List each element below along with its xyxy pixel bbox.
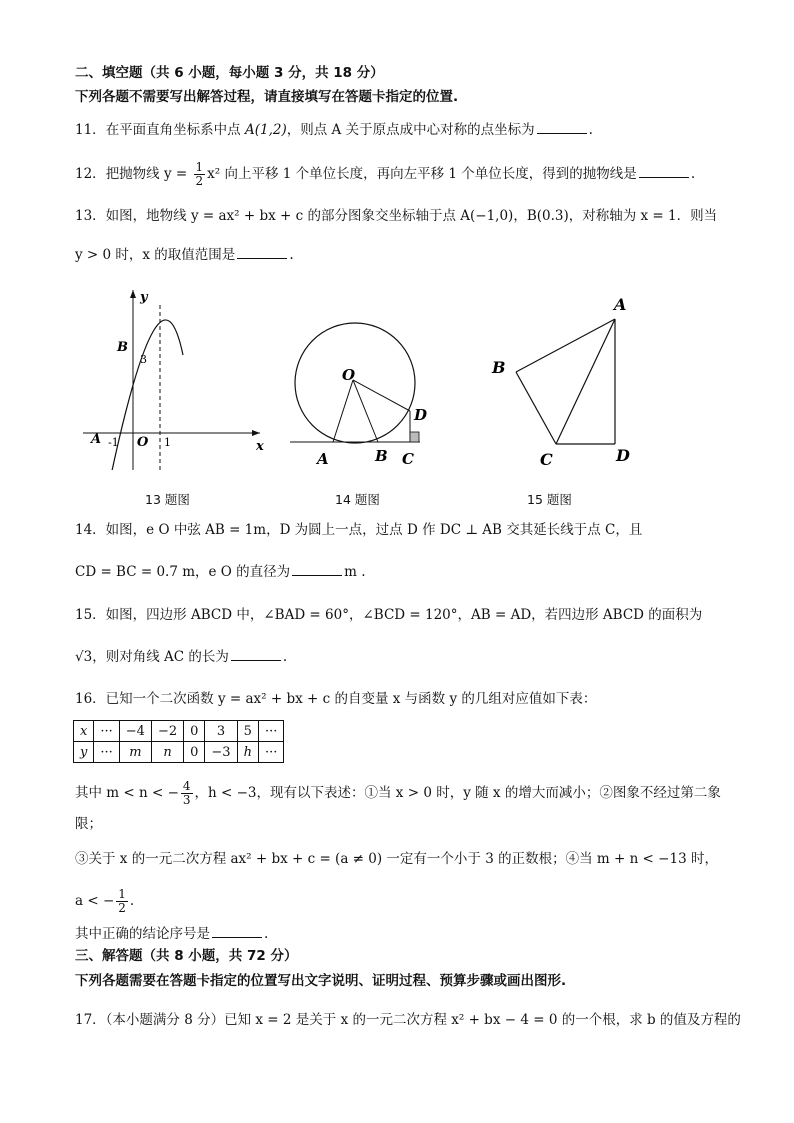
table-cell: 3 [205,721,237,742]
q16-line4: ③关于 x 的一元二次方程 ax² + bx + c = (a ≠ 0) 一定有一个小于 3 的正数根；④当 m + n < −13 时， [75,851,718,867]
fig13-label-1: 1 [164,436,171,449]
question-12 [75,161,695,188]
section2-title: 二、填空题（共 6 小题，每小题 3 分，共 18 分） [75,65,384,81]
table-cell: −4 [119,721,151,742]
table-cell: −2 [151,721,183,742]
q16-frac2-den: 2 [118,901,126,915]
q16-answer-blank[interactable] [212,925,262,938]
q16-line2-rest: ，h < −3，现有以下表述：①当 x > 0 时，y 随 x 的增大而减小；②图象不经过第二象 [194,785,721,801]
table-cell: 5 [237,721,258,742]
q16-line6-text: 其中正确的结论序号是 [75,926,210,942]
fig14-caption: 14 题图 [335,492,380,507]
q16-frac-num: 4 [182,779,191,793]
fig13-caption: 13 题图 [145,492,190,507]
q11-point: A(1,2) [244,122,287,138]
fig14-segment-OA [333,380,353,442]
q14-line2 [75,563,366,581]
figure-15 [480,290,650,470]
q16-fraction-2 [116,888,128,915]
q15-line2 [75,648,287,666]
fig14-segment-OB [353,380,378,442]
table-cell: x [74,721,94,742]
q12-answer-blank[interactable] [639,165,689,178]
section3-instruction: 下列各题需要在答题卡指定的位置写出文字说明、证明过程、预算步骤或画出图形. [75,973,567,989]
table-cell: ··· [94,742,119,763]
q12-fraction [194,161,206,188]
q14-answer-blank[interactable] [292,563,342,576]
q15-line1: 15．如图，四边形 ABCD 中，∠BAD = 60°，∠BCD = 120°，AB = AD，若四边形 ABCD 的面积为 [75,607,703,623]
q13-line1: 13．如图，地物线 y = ax² + bx + c 的部分图象交坐标轴于点 A(−1,0)，B(0.3)，对称轴为 x = 1．则当 [75,208,718,224]
q13-line2-text: y > 0 时，x 的取值范围是 [75,247,236,263]
figure-14 [290,298,440,473]
fig14-right-angle-icon [410,432,419,442]
section2-instruction: 下列各题不需要写出解答过程，请直接填写在答题卡指定的位置. [75,89,459,105]
figure-13 [80,285,270,470]
fig15-diagonal-AC [556,319,615,444]
fig14-label-C: C [402,450,414,468]
fig14-label-O: O [342,366,356,384]
table-cell: ··· [258,721,283,742]
fig14-label-B: B [375,447,388,465]
q14-line1: 14．如图，e O 中弦 AB = 1m，D 为圆上一点，过点 D 作 DC ⊥ AB 交其延长线于点 C，且 [75,522,643,538]
q15-answer-blank[interactable] [231,648,281,661]
q16-line3: 限； [75,816,102,832]
q16-fraction [181,780,193,807]
q16-line5-end: . [129,893,135,909]
fig14-label-D: D [414,406,428,424]
q12-text2: x² 向上平移 1 个单位长度，再向左平移 1 个单位长度，得到的抛物线是 [207,166,637,182]
q16-line6-end: . [264,926,269,942]
fig15-label-C: C [540,450,553,469]
q12-frac-den: 2 [195,174,204,188]
fig13-label-y: y [140,290,148,305]
table-cell: h [237,742,258,763]
q12-end: . [690,166,696,182]
q11-answer-blank[interactable] [537,121,587,134]
q11-text1: 在平面直角坐标系中点 [105,122,245,138]
fig13-label-O: O [137,435,149,450]
question-17: 17．（本小题满分 8 分）已知 x = 2 是关于 x 的一元二次方程 x² + bx − 4 = 0 的一个根，求 b 的值及方程的 [75,1012,741,1028]
table-cell: y [74,742,94,763]
q16-frac2-num: 1 [118,887,126,901]
q16-line2 [75,780,721,807]
table-row [74,721,284,742]
fig15-label-A: A [614,295,627,314]
q16-line5 [75,888,134,915]
fig13-label-A: A [91,432,102,447]
q13-answer-blank[interactable] [237,246,287,259]
fig15-side-BC [516,372,556,444]
q11-end: . [588,122,593,138]
fig13-label-B: B [117,340,128,355]
fig13-x-arrow-icon [252,430,260,436]
q11-text2: ，则点 A 关于原点成中心对称的点坐标为 [286,122,535,138]
fig15-label-D: D [616,446,630,465]
table-cell: 0 [184,721,205,742]
q16-line5-text: a < − [75,893,115,909]
question-11 [75,121,593,139]
fig14-label-A: A [317,450,329,468]
table-cell: ··· [94,721,119,742]
q12-frac-num: 1 [195,160,204,174]
q16-line6 [75,925,268,943]
fig14-segment-OD [353,380,410,411]
q13-line2 [75,246,294,264]
q15-line2-end: . [282,649,288,665]
fig13-label-neg1: -1 [108,436,119,449]
q14-line2-text: CD = BC = 0.7 m，e O 的直径为 [75,564,291,580]
fig13-label-3: 3 [140,353,147,366]
q15-line2-text: √3，则对角线 AC 的长为 [75,649,229,665]
q12-number: 12． [75,166,106,182]
q13-line2-end: . [289,247,294,263]
table-row [74,742,284,763]
q11-number: 11． [75,122,106,138]
q16-line2-text: 其中 m < n < − [75,785,179,801]
fig13-y-arrow-icon [130,290,136,298]
q16-line1: 16．已知一个二次函数 y = ax² + bx + c 的自变量 x 与函数 y 的几组对应值如下表： [75,691,597,707]
table-cell: −3 [205,742,237,763]
fig15-label-B: B [492,358,506,377]
q16-value-table [73,720,284,763]
fig13-label-x: x [256,439,264,454]
fig15-side-AB [516,319,615,372]
table-cell: ··· [258,742,283,763]
fig15-caption: 15 题图 [527,492,572,507]
table-cell: n [151,742,183,763]
q12-text1: 把抛物线 y = [105,166,192,182]
table-cell: m [119,742,151,763]
table-cell: 0 [184,742,205,763]
q16-frac-den: 3 [182,793,191,807]
q14-line2-end: m . [344,564,366,580]
section3-title: 三、解答题（共 8 小题，共 72 分） [75,948,298,964]
